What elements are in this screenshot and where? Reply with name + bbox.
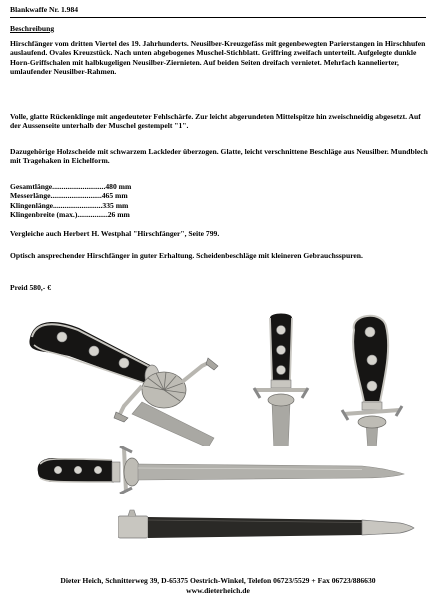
item-number: Blankwaffe Nr. 1.984 — [10, 5, 79, 14]
dimension-row: Klingenlänge..........................335 mm — [10, 200, 129, 210]
header-rule — [10, 17, 426, 18]
dimension-row: Klingenbreite (max.)................26 mm — [10, 210, 130, 220]
dimension-row: Messerlänge...........................465 mm — [10, 191, 128, 201]
photo-grip-flat — [332, 310, 412, 452]
price-text: Preid 580,- € — [10, 283, 51, 292]
description-paragraph-3: Dazugehörige Holzscheide mit schwarzem Lackleder überzogen. Glatte, leicht verschnittene Beschläge aus Neusilber. Mundblech mit Tragehaken in Eichelform. — [10, 147, 428, 166]
photo-hilt-side — [24, 310, 234, 450]
footer-website[interactable]: www.dieterheich.de — [186, 586, 250, 595]
dimension-row: Gesamtlänge............................480 mm — [10, 182, 132, 191]
footer-address: Dieter Heich, Schnitterweg 39, D-65375 Oestrich-Winkel, Telefon 06723/5529 + Fax 06723/886630 — [60, 576, 376, 585]
reference-text: Vergleiche auch Herbert H. Westphal "Hirschfänger", Seite 799. — [10, 229, 220, 238]
photo-full-knife — [32, 446, 422, 494]
description-paragraph-2: Volle, glatte Rückenklinge mit angedeuteter Fehlschärfe. Zur leicht abgerundeten Mittelspitze hin zweischneidig abgesetzt. Auf der Aussenseite unterhalb der Muschel gestempelt "1". — [10, 112, 421, 131]
condition-text: Optisch ansprechender Hirschfänger in guter Erhaltung. Scheidenbeschläge mit kleineren Gebrauchsspuren. — [10, 251, 363, 260]
section-title: Beschreibung — [10, 24, 55, 33]
photo-hilt-front — [250, 310, 320, 452]
photo-scabbard — [118, 508, 418, 544]
dimensions-list — [10, 182, 131, 220]
description-paragraph-1: Hirschfänger vom dritten Viertel des 19. Jahrhunderts. Neusilber-Kreuzgefäss mit gegenbewegten Parierstangen in Hirschhufen auslaufend. Ovales Kreuzstück. Nach unten abgebogenes Muschel-Stichblatt. Griffring zweifach unterteilt. Aufgelegte dunkle Horn-Griffschalen mit halbkugeligen Neusilber-Ziernieten. Auf beiden Seiten dreifach vernietet. Mehrfach kannelierter, umlaufender Neusilber-Rahmen. — [10, 39, 426, 77]
photo-area — [10, 308, 428, 562]
